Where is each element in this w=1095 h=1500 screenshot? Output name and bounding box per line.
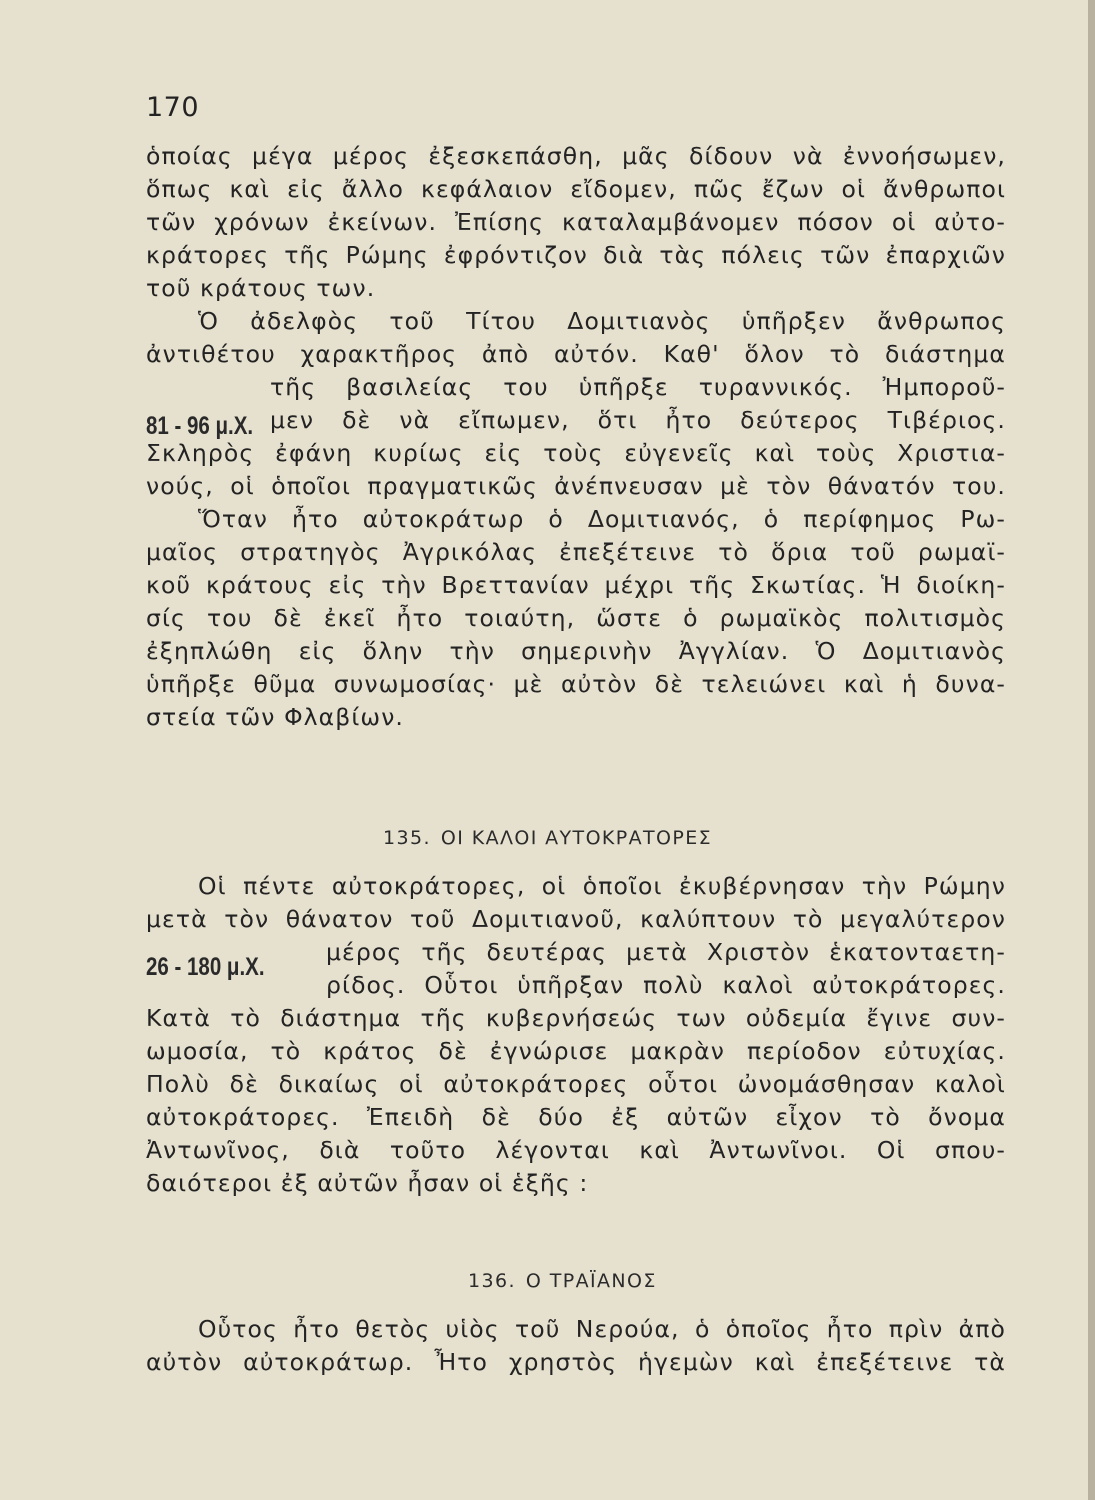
text-line: ὅπως καὶ εἰς ἄλλο κεφάλαιον εἴδομεν, πῶς ἔζων οἱ ἄνθρωποι [146, 175, 1006, 203]
paragraph-block-136 [146, 1313, 1006, 1379]
text-line: Οἱ πέντε αὐτοκράτορες, οἱ ὁποῖοι ἐκυβέρνησαν τὴν Ρώμην [198, 872, 1006, 900]
text-line: Ἀντωνῖνος, διὰ τοῦτο λέγονται καὶ Ἀντωνῖνοι. Οἱ σπου- [146, 1136, 1006, 1164]
text-line: μεν δὲ νὰ εἴπωμεν, ὅτι ἦτο δεύτερος Τιβέριος. [270, 406, 1006, 434]
text-line: ρίδος. Οὗτοι ὑπῆρξαν πολὺ καλοὶ αὐτοκράτορες. [326, 971, 1006, 999]
paragraph-block-135 [146, 870, 1006, 1200]
text-line: ὑπῆρξε θῦμα συνωμοσίας· μὲ αὐτὸν δὲ τελειώνει καὶ ἡ δυνα- [146, 670, 1006, 698]
text-line: Ὅταν ἦτο αὐτοκράτωρ ὁ Δομιτιανός, ὁ περίφημος Ρω- [198, 505, 1006, 533]
text-line: Πολὺ δὲ δικαίως οἱ αὐτοκράτορες οὗτοι ὠνομάσθησαν καλοὶ [146, 1070, 1006, 1098]
text-line: ἀντιθέτου χαρακτῆρος ἀπὸ αὐτόν. Καθ' ὅλον τὸ διάστημα [146, 340, 1006, 368]
section-heading-135 [383, 827, 712, 849]
section-heading-136 [468, 1270, 657, 1292]
text-line: Ὁ ἀδελφὸς τοῦ Τίτου Δομιτιανὸς ὑπῆρξεν ἄνθρωπος [198, 307, 1006, 335]
text-line: κοῦ κράτους εἰς τὴν Βρεττανίαν μέχρι τῆς Σκωτίας. Ἡ διοίκη- [146, 571, 1006, 599]
text-line: Σκληρὸς ἐφάνη κυρίως εἰς τοὺς εὐγενεῖς καὶ τοὺς Χριστια- [146, 439, 1006, 467]
text-line: τοῦ κράτους των. [146, 274, 376, 302]
page-edge [1088, 0, 1095, 1500]
text-line: ὁποίας μέγα μέρος ἐξεσκεπάσθη, μᾶς δίδουν νὰ ἐννοήσωμεν, [146, 142, 1006, 170]
text-line: σίς του δὲ ἐκεῖ ἦτο τοιαύτη, ὥστε ὁ ρωμαϊκὸς πολιτισμὸς [146, 604, 1006, 632]
text-line: ωμοσία, τὸ κράτος δὲ ἐγνώρισε μακρὰν περίοδον εὐτυχίας. [146, 1037, 1006, 1065]
text-line: μέρος τῆς δευτέρας μετὰ Χριστὸν ἑκατονταετη- [326, 938, 1006, 966]
section-number: 136. [468, 1270, 516, 1292]
text-line: τῆς βασιλείας του ὑπῆρξε τυραννικός. Ἠμποροῦ- [270, 373, 1006, 401]
text-line: μετὰ τὸν θάνατον τοῦ Δομιτιανοῦ, καλύπτουν τὸ μεγαλύτερον [146, 905, 1006, 933]
text-line: αὐτοκράτορες. Ἐπειδὴ δὲ δύο ἐξ αὐτῶν εἶχον τὸ ὄνομα [146, 1103, 1006, 1131]
text-line: Οὗτος ἦτο θετὸς υἱὸς τοῦ Νερούα, ὁ ὁποῖος ἦτο πρὶν ἀπὸ [198, 1315, 1006, 1343]
text-line: Κατὰ τὸ διάστημα τῆς κυβερνήσεώς των οὐδεμία ἔγινε συν- [146, 1004, 1006, 1032]
text-line: τῶν χρόνων ἐκείνων. Ἐπίσης καταλαμβάνομεν πόσον οἱ αὐτο- [146, 208, 1006, 236]
text-line: νούς, οἱ ὁποῖοι πραγματικῶς ἀνέπνευσαν μὲ τὸν θάνατόν του. [146, 472, 1006, 500]
margin-date-note: 81 - 96 μ.Χ. [146, 412, 254, 440]
section-title: Ο ΤΡΑΪΑΝΟΣ [525, 1270, 657, 1292]
text-line: δαιότεροι ἐξ αὐτῶν ἦσαν οἱ ἑξῆς : [146, 1169, 589, 1197]
text-line: αὐτὸν αὐτοκράτωρ. Ἦτο χρηστὸς ἡγεμὼν καὶ ἐπεξέτεινε τὰ [146, 1348, 1006, 1376]
section-title: ΟΙ ΚΑΛΟΙ ΑΥΤΟΚΡΑΤΟΡΕΣ [440, 827, 713, 849]
paragraph-block-1 [146, 140, 1006, 734]
text-line: στεία τῶν Φλαβίων. [146, 703, 405, 731]
text-line: ἐξηπλώθη εἰς ὅλην τὴν σημερινὴν Ἀγγλίαν. Ὁ Δομιτιανὸς [146, 637, 1006, 665]
margin-date-note: 26 - 180 μ.Χ. [146, 953, 265, 981]
text-line: μαῖος στρατηγὸς Ἀγρικόλας ἐπεξέτεινε τὸ ὅρια τοῦ ρωμαϊ- [146, 538, 1006, 566]
page-number: 170 [146, 92, 200, 123]
text-line: κράτορες τῆς Ρώμης ἐφρόντιζον διὰ τὰς πόλεις τῶν ἐπαρχιῶν [146, 241, 1006, 269]
section-number: 135. [383, 827, 431, 849]
